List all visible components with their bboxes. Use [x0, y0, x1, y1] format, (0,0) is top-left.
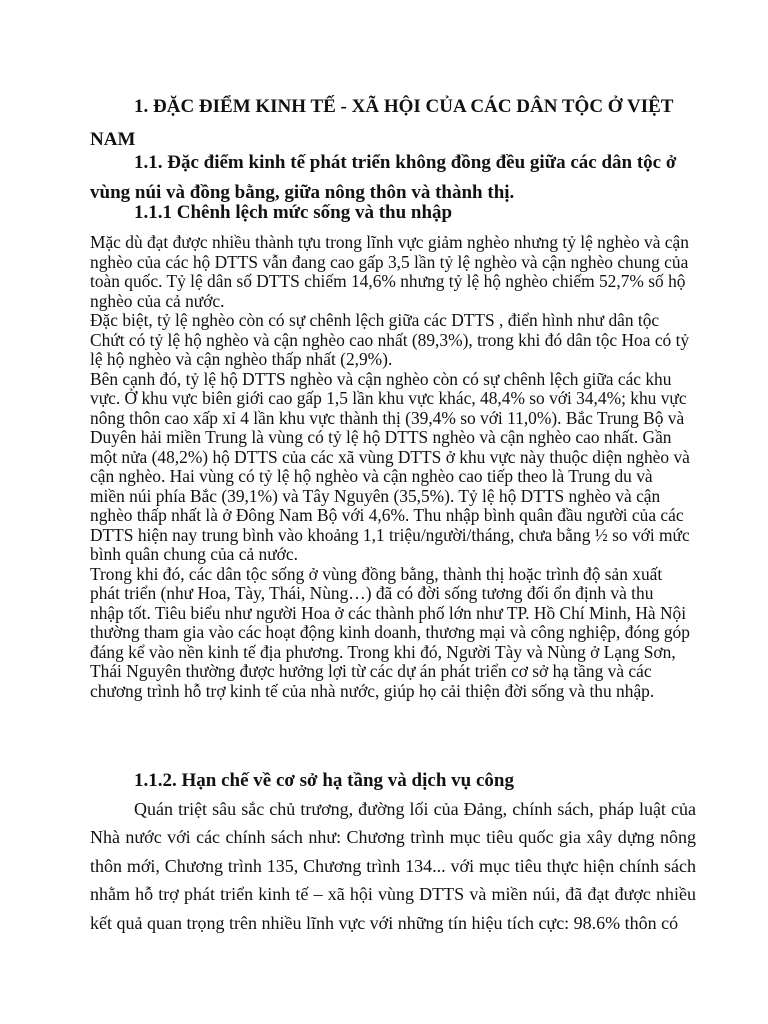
- paragraph-indented: Quán triệt sâu sắc chủ trương, đường lối của Đảng, chính sách, pháp luật của Nhà nước với các chính sách như: Chương trình mục tiêu quốc gia xây dựng nông thôn mới, Chương trình 135, Chương trình 134... với mục tiêu thực hiện chính sách nhằm hỗ trợ phát triển kinh tế – xã hội vùng DTTS và miền núi, đã đạt được nhiều kết quả quan trọng trên nhiều lĩnh vực với những tín hiệu tích cực: 98.6% thôn có: [90, 799, 696, 933]
- subsubsection-heading-2: 1.1.2. Hạn chế về cơ sở hạ tầng và dịch vụ công: [134, 770, 514, 791]
- paragraph: Trong khi đó, các dân tộc sống ở vùng đồng bằng, thành thị hoặc trình độ sản xuất phát triển (như Hoa, Tày, Thái, Nùng…) đã có đời sống tương đối ổn định và thu nhập tốt. Tiêu biểu như người Hoa ở các thành phố lớn như TP. Hồ Chí Minh, Hà Nội thường tham gia vào các hoạt động kinh doanh, thương mại và công nghiệp, đóng góp đáng kể vào nền kinh tế địa phương. Trong khi đó, Người Tày và Nùng ở Lạng Sơn, Thái Nguyên thường được hưởng lợi từ các dự án phát triển cơ sở hạ tầng và các chương trình hỗ trợ kinh tế của nhà nước, giúp họ cải thiện đời sống và thu nhập.: [90, 563, 690, 701]
- subsubsection-heading: 1.1.1 Chênh lệch mức sống và thu nhập: [134, 202, 453, 223]
- paragraph: Đặc biệt, tỷ lệ nghèo còn có sự chênh lệch giữa các DTTS , điển hình như dân tộc Chứt có tỷ lệ hộ nghèo và cận nghèo cao nhất (89,3%), trong khi đó dân tộc Hoa có tỷ lệ hộ nghèo và cận nghèo thấp nhất (2,9%).: [90, 310, 690, 369]
- subsection-heading: 1.1. Đặc điểm kinh tế phát triển không đồng đều giữa các dân tộc ở vùng núi và đồng bằng, giữa nông thôn và thành thị.: [90, 152, 677, 203]
- paragraph: Bên cạnh đó, tỷ lệ hộ DTTS nghèo và cận nghèo còn có sự chênh lệch giữa các khu vực. Ở khu vực biên giới cao gấp 1,5 lần khu vực khác, 48,4% so với 34,4%; khu vực nông thôn cao xấp xỉ 4 lần khu vực thành thị (39,4% so với 11,0%). Bắc Trung Bộ và Duyên hải miền Trung là vùng có tỷ lệ hộ DTTS nghèo và cận nghèo cao nhất. Gần một nửa (48,2%) hộ DTTS của các xã vùng DTTS ở khu vực này thuộc diện nghèo và cận nghèo. Hai vùng có tỷ lệ hộ nghèo và cận nghèo cao tiếp theo là Trung du và miền núi phía Bắc (39,1%) và Tây Nguyên (35,5%). Tỷ lệ hộ DTTS nghèo và cận nghèo thấp nhất là ở Đông Nam Bộ với 4,6%. Thu nhập bình quân đầu người của các DTTS hiện nay trung bình vào khoảng 1,1 triệu/người/tháng, chưa bằng ½ so với mức bình quân chung của cả nước.: [90, 368, 690, 564]
- body-text: [90, 233, 690, 701]
- section-heading: 1. ĐẶC ĐIỂM KINH TẾ - XÃ HỘI CỦA CÁC DÂN TỘC Ở VIỆT NAM: [90, 96, 674, 150]
- paragraph: Mặc dù đạt được nhiều thành tựu trong lĩnh vực giảm nghèo nhưng tỷ lệ nghèo và cận nghèo của các hộ DTTS vẫn đang cao gấp 3,5 lần tỷ lệ nghèo và cận nghèo chung của toàn quốc. Tỷ lệ dân số DTTS chiếm 14,6% nhưng tỷ lệ hộ nghèo chiếm 52,7% số hộ nghèo của cả nước.: [90, 232, 689, 311]
